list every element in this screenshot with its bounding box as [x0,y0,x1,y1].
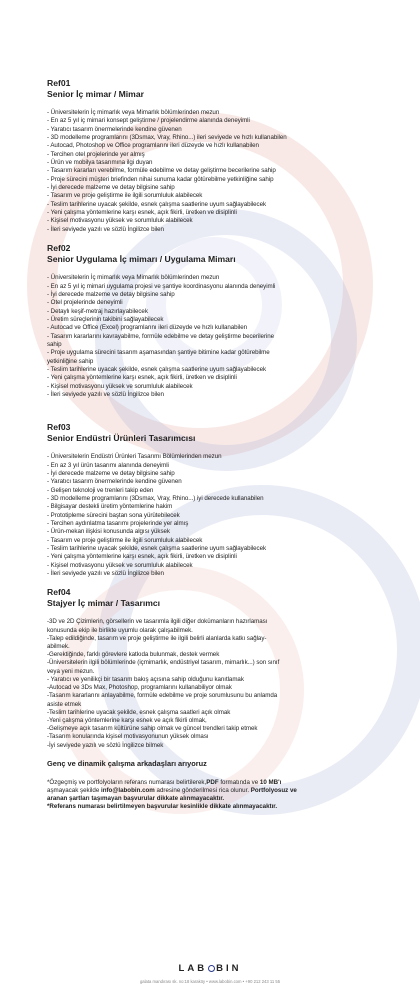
requirement-item: - Yeni çalışma yöntemlerine karşı esnek, açık fikirli, üretken ve disiplinli [47,209,237,217]
note-text: adresine gönderilmesi rica olunur. [154,786,251,794]
email-link[interactable]: info@labobin.com [101,786,155,794]
reference-code: Ref04 [47,587,71,598]
requirement-item: - İleri seviyede yazılı ve sözlü İngilizce bilen [47,570,164,578]
requirement-item: - Üniversitelerin İç mimarlık veya Mimarlık bölümlerinden mezun [47,274,220,282]
requirement-item: - Tercihen otel projelerinde yer almış [47,150,145,158]
responsibility-item: -Autocad ve 3Ds Max, Photoshop, programlarını kullanabiliyor olmak [47,684,232,692]
requirements-list [47,274,399,399]
reference-code: Ref02 [47,243,71,254]
requirement-item: - Teslim tarihlerine uyacak şekilde, esnek çalışma saatlerine uyum sağlayabilecek [47,545,267,553]
responsibility-item: asiste etmek [47,700,82,708]
responsibility-item: konusunda ekip ile birlikte uyumlu olarak çalışabilmek. [47,626,193,634]
requirement-item: - Tasarım kararları verebilme, formüle edebilme ve detay geliştirme becerilerine sahip [47,167,276,175]
requirement-item: - Yeni çalışma yöntemlerine karşı esnek, açık fikirli, üretken ve disiplinli [47,374,237,382]
job-section-ref04 [47,587,399,749]
requirement-item: - Yaratıcı tasarım önermelerinde kendine güvenen [47,125,182,133]
responsibility-item: abilmek. [47,643,70,651]
note-format: PDF [206,778,219,786]
job-section-ref01 [47,78,399,234]
hiring-callout: Genç ve dinamik çalışma arkadaşları arıyoruz [47,758,207,768]
note-line [47,787,399,795]
requirement-item: - İleri seviyede yazılı ve sözlü İngilizce bilen [47,225,164,233]
requirement-item: - İyi derecede malzeme ve detay bilgisine sahip [47,184,175,192]
labobin-logo [0,963,420,974]
requirement-item: - Kişisel motivasyonu yüksek ve sorumluluk alabilecek [47,561,193,569]
note-warning: *Referans numarası belirtilmeyen başvurular kesinlikle dikkate alınmayacaktır. [47,802,278,810]
requirement-item: - Yaratıcı tasarım önermelerinde kendine güvenen [47,478,182,486]
note-line [47,803,399,811]
responsibilities-list [47,618,399,749]
responsibility-item: -Yeni çalışma yöntemlerine karşı esnek ve açık fikirli olmak, [47,716,207,724]
job-section-ref03 [47,422,399,578]
job-title: Stajyer İç mimar / Tasarımcı [47,598,161,609]
responsibility-item: -Gerektiğinde, farklı görevlere katkıda bulunmak, destek vermek [47,651,220,659]
note-size-limit: 10 MB'ı [259,778,282,786]
job-listings [47,78,399,811]
requirements-list [47,453,399,578]
requirement-item: - Üniversitelerin İç mimarlık veya Mimarlık bölümlerinden mezun [47,109,220,116]
requirement-item: - Gelişen teknoloji ve trenleri takip eden [47,486,154,494]
requirements-list [47,109,399,234]
section-spacer [47,408,399,422]
requirement-item: - Teslim tarihlerine uyacak şekilde, esnek çalışma saatlerine uyum sağlayabilecek [47,200,267,208]
logo-text-left: LAB [178,963,208,974]
requirement-item: - Bilgisayar destekli üretim yöntemlerine hakim [47,503,173,511]
requirement-item: - Yeni çalışma yöntemlerine karşı esnek, açık fikirli, üretken ve disiplinli [47,553,237,561]
requirement-item: - Tercihen aydınlatma tasarımı projelerinde yer almış [47,520,189,528]
requirement-item: - Tasarım ve proje geliştirme ile ilgili sorumluluk alabilecek [47,192,203,200]
reference-code: Ref01 [47,78,71,88]
requirement-item: - Prototipleme sürecini baştan sona yürütebilecek [47,511,180,519]
note-text: formatında ve [218,778,260,786]
responsibility-item: -Üniversitelerin ilgili bölümlerinde (içmimarlık, endüstriyel tasarım, mimarlık...) son sınıf [47,659,280,667]
requirement-item: sahip [47,340,62,348]
requirement-item: - 3D modelleme programlarını (3Dsmax, Vray, Rhino...) iyi derecede kullanabilen [47,495,264,503]
requirement-item: - Ürün ve mobilya tasarımına ilgi duyan [47,159,153,167]
requirement-item: - Kişisel motivasyonu yüksek ve sorumluluk alabilecek [47,217,193,225]
requirement-item: - Proje uygulama sürecini tasarım aşamasından şantiye bitimine kadar götürebilme [47,349,270,357]
requirement-item: - Autocad ve Office (Excel) programlarını ileri düzeyde ve hızlı kullanabilen [47,324,247,332]
requirement-item: yetkinliğine sahip [47,357,94,365]
requirement-item: - Detaylı keşif-metraj hazırlayabilecek [47,307,148,315]
requirement-item: - En az 5 yıl iç mimari konsept geliştirme / projelendirme alanında deneyimli [47,117,250,125]
requirement-item: - 3D modelleme programlarını (3Dsmax, Vray, Rhino...) ileri seviyede ve hızlı kullanabilen [47,134,287,142]
responsibility-item: - Yaratıcı ve yenilikçi bir tasarım bakış açısına sahip olduğunu kanıtlamak [47,675,244,683]
note-line [47,795,399,803]
responsibility-item: -Tasarım konularında kişisel motivasyonunun yüksek olması [47,733,209,741]
note-warning: aranan şartları taşımayan başvurular dikkate alınmayacaktır. [47,794,225,802]
requirement-item: - Tasarım ve proje geliştirme ile ilgili sorumluluk alabilecek [47,536,203,544]
logo-text-right: BIN [216,963,242,974]
requirement-item: - Otel projelerinde deneyimli [47,299,123,307]
job-title: Senior Uygulama İç mimarı / Uygulama Mimarı [47,254,236,265]
requirement-item: - Üretim süreçlerinin takibini sağlayabilecek [47,315,164,323]
requirement-item: - İyi derecede malzeme ve detay bilgisine sahip [47,470,175,477]
responsibility-item: -Tasarım kararlarını anlayabilme, formüle edebilme ve proje sorumlusunu bu anlamda [47,692,278,700]
requirement-item: - Ürün-mekan ilişkisi konusunda algısı yüksek [47,528,170,536]
responsibility-item: -İyi seviyede yazılı ve sözlü İngilizce bilmek [47,741,164,749]
responsibility-item: -3D ve 2D Çizimlerin, görsellerin ve tasarımla ilgili diğer dokümanların hazırlaması [47,618,268,626]
requirement-item: - Teslim tarihlerine uyacak şekilde, esnek çalışma saatlerine uyum sağlayabilecek [47,365,267,373]
job-title: Senior İç mimar / Mimar [47,89,144,99]
requirement-item: - Proje sürecini müşteri briefinden nihai sunuma kadar götürebilme yetkinliğine sahip [47,175,274,183]
job-title: Senior Endüstri Ürünleri Tasarımcısı [47,433,196,444]
responsibility-item: -Gelişmeye açık tasarım kültürüne sahip olmak ve güncel trendleri takip etmek [47,725,258,733]
application-note [47,779,399,811]
reference-code: Ref03 [47,422,71,433]
requirement-item: - Üniversitelerin Endüstri Ürünleri Tasarımı Bölümlerinden mezun [47,453,222,461]
note-warning: Portfolyosuz ve [250,786,297,794]
responsibility-item: veya yeni mezun. [47,667,95,675]
responsibility-item: -Talep edildiğinde, tasarım ve proje geliştirme ile ilgili belirli alanlarda katkı sağlay- [47,634,267,642]
requirement-item: - Autocad, Photoshop ve Office programlarını ileri düzeyde ve hızlı kullanabilen [47,142,259,150]
requirement-item: - Kişisel motivasyonu yüksek ve sorumluluk alabilecek [47,382,193,390]
responsibility-item: -Teslim tarihlerine uyacak şekilde, esnek çalışma saatleri açık olmak [47,708,231,716]
requirement-item: - İleri seviyede yazılı ve sözlü İngilizce bilen [47,390,164,398]
footer-address: galata mandırası sk. no:18 karaköy • www.labobin.com • +90 212 243 11 55 [139,979,281,984]
job-section-ref02 [47,243,399,399]
requirement-item: - İyi derecede malzeme ve detay bilgisine sahip [47,290,175,298]
requirement-item: - En az 5 yıl iç mimari uygulama projesi ve şantiye koordinasyonu alanında deneyimli [47,282,276,290]
requirement-item: - Tasarım kararlarını kavrayabilme, formüle edebilme ve detay geliştirme becerilerine [47,332,275,340]
note-text: *Özgeçmiş ve portfolyoların referans numarası belirtilerek, [47,778,207,786]
note-text: aşmayacak şekilde [47,786,101,794]
logo-o-circle [208,965,215,972]
requirement-item: - En az 3 yıl ürün tasarımı alanında deneyimli [47,461,169,469]
note-line [47,779,399,787]
